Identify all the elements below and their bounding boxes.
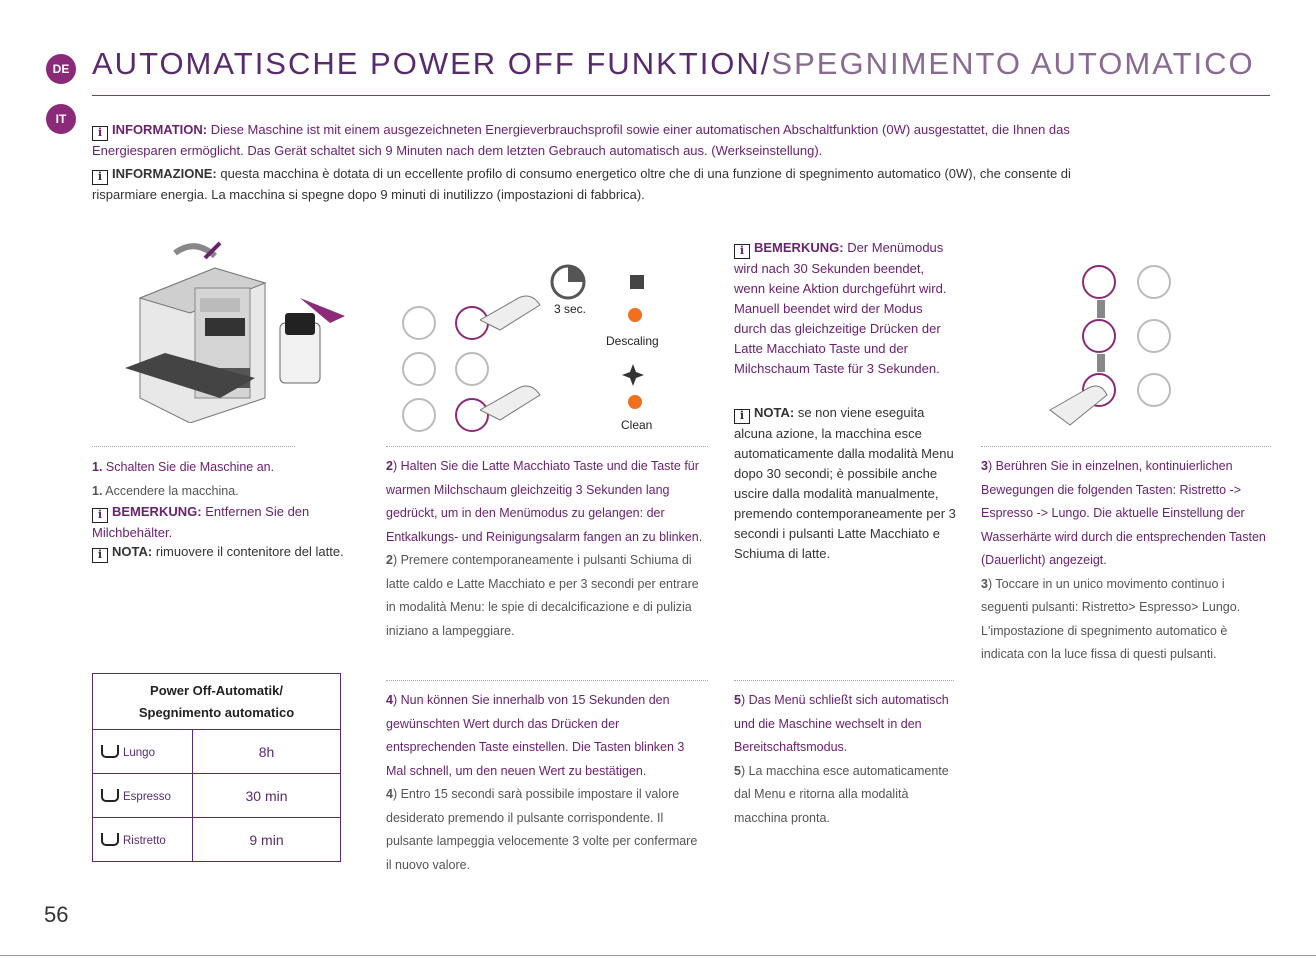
espresso-cup-icon (101, 789, 119, 802)
step4-num-it: 4 (386, 787, 393, 801)
info-icon: i (734, 244, 750, 259)
row-value: 30 min (193, 774, 341, 818)
step3-num: 3 (981, 459, 988, 473)
lang-badge-it: IT (46, 104, 76, 134)
info-icon: i (92, 548, 108, 563)
step1-bem-label: BEMERKUNG: (112, 504, 202, 519)
step5-num: 5 (734, 693, 741, 707)
step5-text (734, 689, 954, 830)
step3-de: ) Berühren Sie in einzelnen, kontinuierlichen Bewegungen die folgenden Tasten: Ristretto -> Espresso -> Lungo. Die aktuelle Einstellung der Wasserhärte wird durch die entsprechenden Tasten (Dauerlicht) angezeigt. (981, 459, 1266, 567)
nota-text: se non viene eseguita alcuna azione, la macchina esce automaticamente dalla modalità Menu dopo 30 secondi; è possibile anche uscire dalla modalità manualmente, premendo contemporaneamente per 3 secondi i pulsanti Latte Macchiato e Schiuma di latte. (734, 405, 956, 561)
latte-button-icon (1137, 265, 1171, 299)
table-head1: Power Off-Automatik/ (150, 682, 283, 698)
row-value: 8h (193, 730, 341, 774)
nota-box (734, 403, 956, 564)
step1-de: Schalten Sie die Maschine an. (105, 460, 275, 474)
info-de (92, 120, 1092, 161)
step2-num-it: 2 (386, 553, 393, 567)
step1-nota-label: NOTA: (112, 544, 153, 559)
row-name: Lungo (123, 746, 155, 759)
step2-num: 2 (386, 459, 393, 473)
milk-button-icon (1137, 319, 1171, 353)
divider (981, 446, 1271, 447)
step5-it: ) La macchina esce automaticamente dal Menu e ritorna alla modalità macchina pronta. (734, 763, 949, 825)
step1-bem-text: Entfernen Sie den Milchbehälter. (92, 504, 310, 540)
step1-num-it: 1. (92, 483, 103, 498)
step1-nota-text: rimuovere il contenitore del latte. (155, 544, 344, 559)
table-header (93, 674, 341, 730)
info-icon: i (92, 170, 108, 185)
ristretto-cup-icon (101, 833, 119, 846)
bemerkung-label: BEMERKUNG: (754, 240, 844, 255)
info-it-label: INFORMAZIONE: (112, 166, 217, 181)
step4-text (386, 689, 706, 877)
step1-nota (92, 542, 362, 563)
power-off-table (92, 673, 341, 862)
hot-milk-button-icon (1137, 373, 1171, 407)
sec-label: 3 sec. (554, 302, 587, 316)
info-de-label: INFORMATION: (112, 122, 208, 137)
table-head2: Spegnimento automatico (138, 704, 295, 720)
step3-it: ) Toccare in un unico movimento continuo i seguenti pulsanti: Ristretto> Espresso> Lungo. L'impostazione di spegnimento automatico è indicata con la luce fissa di questi pulsanti. (981, 576, 1241, 661)
step1-bemerkung (92, 502, 352, 543)
bottom-rule (0, 955, 1316, 956)
info-de-text: Diese Maschine ist mit einem ausgezeichneten Energieverbrauchsprofil sowie einer automatischen Abschaltfunktion (0W) ausgestattet, die Ihnen das Energiesparen ermöglicht. Das Gerät schaltet sich 9 Minuten nach dem letzten Gebrauch automatisch aus. (Werkseinstellung). (92, 122, 1070, 158)
divider (386, 680, 708, 681)
page-number: 56 (44, 902, 69, 927)
table-row (93, 774, 341, 818)
info-icon: i (92, 508, 108, 523)
table-row (93, 730, 341, 774)
step2-it: ) Premere contemporaneamente i pulsanti Schiuma di latte caldo e Latte Macchiato e per 3 secondi per entrare in modalità Menu: le spie di decalcificazione e di pulizia iniziano a lampeggiare. (386, 553, 699, 638)
step3-num-it: 3 (981, 576, 988, 591)
lungo-cup-icon (101, 745, 119, 758)
espresso-button-icon (402, 352, 436, 386)
step4-de: ) Nun können Sie innerhalb von 15 Sekunden den gewünschten Wert durch das Drücken der entsprechenden Taste einstellen. Die Tasten blinken 3 Mal schnell, um den neuen Wert zu bestätigen. (386, 693, 685, 778)
step5-num-it: 5 (734, 763, 741, 778)
clean-label: Clean (621, 418, 653, 432)
page-title (92, 46, 1255, 82)
row-name: Ristretto (123, 834, 166, 847)
info-it-text: questa macchina è dotata di un eccellente profilo di consumo energetico oltre che di una funzione di spegnimento automatico (0W), che consente di risparmiare energia. La macchina si spegne dopo 9 minuti di inutilizzo (impostazioni di fabbrica). (92, 166, 1071, 202)
info-icon: i (734, 409, 750, 424)
swipe-illustration (1045, 290, 1125, 430)
lang-badge-de: DE (46, 54, 76, 84)
step4-it: ) Entro 15 secondi sarà possibile impostare il valore desiderato premendo il pulsante corrispondente. Il pulsante lampeggia velocemente 3 volte per confermare il nuovo valore. (386, 787, 698, 872)
info-icon: i (92, 126, 108, 141)
bemerkung-text: Der Menümodus wird nach 30 Sekunden beendet, wenn keine Aktion durchgeführt wird. Manuell beendet wird der Modus durch das gleichzeitige Drücken der Latte Macchiato Taste und der Milchschaum Taste für 3 Sekunden. (734, 240, 947, 376)
ristretto-button-icon (402, 398, 436, 432)
step2-de: ) Halten Sie die Latte Macchiato Taste und die Taste für warmen Milchschaum gleichzeitig 3 Sekunden lang gedrückt, um in den Menümodus zu gelangen: der Entkalkungs- und Reinigungsalarm fangen an zu blinken. (386, 459, 703, 544)
step4-num: 4 (386, 693, 393, 707)
descaling-label: Descaling (606, 334, 659, 348)
step2-text (386, 455, 710, 643)
divider (386, 446, 708, 447)
step1-it: Accendere la macchina. (105, 483, 239, 498)
divider (734, 680, 954, 681)
info-it (92, 164, 1092, 205)
row-name: Espresso (123, 790, 171, 803)
machine-illustration (105, 228, 355, 423)
step1-text (92, 456, 362, 503)
nota-label: NOTA: (754, 405, 795, 420)
step3-text (981, 455, 1271, 667)
row-value: 9 min (193, 818, 341, 862)
title-rule (92, 95, 1270, 96)
table-row (93, 818, 341, 862)
lungo-button-icon (402, 306, 436, 340)
divider (92, 446, 295, 447)
step5-de: ) Das Menü schließt sich automatisch und die Maschine wechselt in den Bereitschaftsmodus. (734, 693, 949, 754)
title-de: AUTOMATISCHE POWER OFF FUNKTION/ (92, 46, 772, 81)
step1-num: 1. (92, 460, 103, 474)
bemerkung-box (734, 238, 954, 379)
title-it: SPEGNIMENTO AUTOMATICO (771, 46, 1255, 81)
